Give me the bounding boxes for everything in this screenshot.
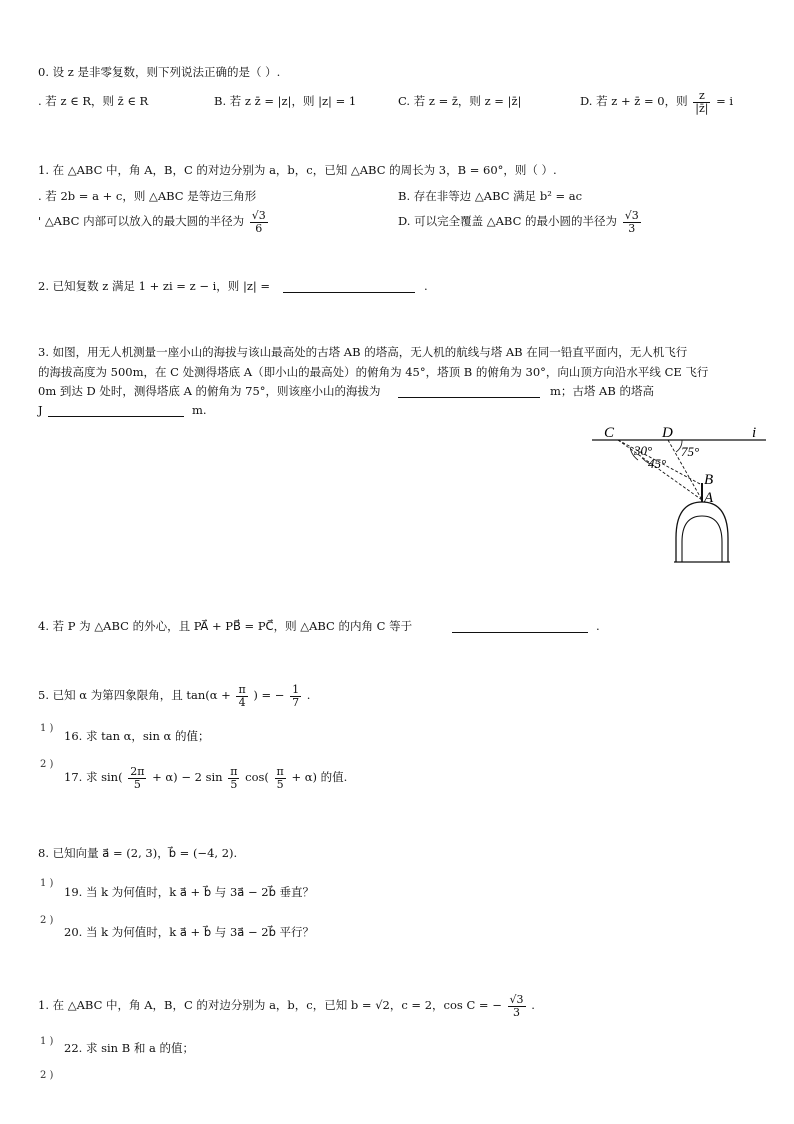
- fraction-denominator: 5: [133, 777, 141, 791]
- fraction-numerator: √3: [251, 208, 266, 222]
- q13-line-4-end: m.: [192, 403, 207, 417]
- fraction-denominator: 5: [230, 777, 238, 791]
- q13-line-3-pre: 0m 到达 D 处时，测得塔底 A 的俯角为 75°，则该座小山的海拔为: [38, 384, 381, 398]
- fraction-denominator: |z̄|: [695, 101, 709, 115]
- q15-stem: [38, 680, 310, 710]
- q18-stem: 8. 已知向量 a⃗ = (2, 3)，b⃗ = (−4, 2).: [38, 846, 238, 860]
- fraction-numerator: 1: [292, 682, 300, 696]
- q11-option-c: [38, 206, 270, 236]
- fraction-numerator: π: [276, 764, 284, 778]
- q10-option-c: C. 若 z = z̄，则 z = |z̄|: [398, 94, 522, 108]
- q21-stem-end: .: [531, 998, 535, 1012]
- label-angle-45: 45°: [648, 456, 667, 471]
- q14-end: .: [596, 619, 600, 633]
- fraction-numerator: z: [693, 90, 710, 103]
- q13-line-1: 3. 如图，用无人机测量一座小山的海拔与该山最高处的古塔 AB 的塔高，无人机的航线与塔 AB 在同一铅直平面内，无人机飞行: [38, 345, 688, 359]
- fraction-denominator: 7: [292, 695, 300, 709]
- q21-stem: [38, 990, 535, 1020]
- q21-stem-fraction: [508, 994, 526, 1019]
- q13-altitude-blank[interactable]: [398, 383, 540, 398]
- q13-line-2: 的海拔高度为 500m，在 C 处测得塔底 A（即小山的最高处）的俯角为 45°，塔顶 B 的俯角为 30°，向山顶方向沿水平线 CE 飞行: [38, 365, 709, 379]
- fraction-numerator: π: [230, 764, 238, 778]
- q11-stem: 1. 在 △ABC 中，角 A，B，C 的对边分别为 a，b，c，已知 △ABC 的周长为 3，B = 60°，则（ ）.: [38, 163, 557, 177]
- q15-part-1: 16. 求 tan α，sin α 的值；: [64, 729, 210, 743]
- q11-option-d: [398, 206, 643, 236]
- q18-part-1: 19. 当 k 为何值时，k a⃗ + b⃗ 与 3a⃗ − 2b⃗ 垂直？: [64, 885, 315, 899]
- label-b: B: [704, 472, 714, 488]
- label-c: C: [604, 425, 615, 441]
- q10-option-a: . 若 z ∈ R，则 z̄ ∈ R: [38, 94, 149, 108]
- drone-mountain-figure: [590, 420, 770, 570]
- q10-stem: 0. 设 z 是非零复数，则下列说法正确的是（ ）.: [38, 65, 281, 79]
- q15-stem-mid: ) = −: [253, 688, 285, 702]
- q12-answer-blank[interactable]: [283, 278, 415, 293]
- q14-answer-blank[interactable]: [452, 618, 588, 633]
- fraction-numerator: π: [238, 682, 246, 696]
- q10-option-b: B. 若 z z̄ = |z|，则 |z| = 1: [214, 94, 357, 108]
- q21-part-1-mark: 1 ): [40, 1036, 54, 1047]
- q10-option-d-pre: D. 若 z + z̄ = 0，则: [580, 94, 688, 108]
- q15-part-1-mark: 1 ): [40, 723, 54, 734]
- fraction-numerator: 2π: [130, 764, 145, 778]
- q18-part-2-mark: 2 ): [40, 915, 54, 926]
- q15-stem-end: .: [306, 688, 311, 702]
- fraction-denominator: 3: [513, 1005, 521, 1019]
- q21-part-1: 22. 求 sin B 和 a 的值；: [64, 1041, 195, 1055]
- q15-part-2-mid-1: + α) − 2 sin: [152, 770, 223, 784]
- q15-part-2-fraction-2: [228, 766, 239, 791]
- q15-part-2-mark: 2 ): [40, 759, 54, 770]
- label-e: i: [752, 425, 757, 441]
- q18-part-2: 20. 当 k 为何值时，k a⃗ + b⃗ 与 3a⃗ − 2b⃗ 平行？: [64, 925, 315, 939]
- fraction-denominator: 6: [255, 221, 263, 235]
- q11-option-a: . 若 2b = a + c，则 △ABC 是等边三角形: [38, 189, 257, 203]
- q21-stem-pre: 1. 在 △ABC 中，角 A，B，C 的对边分别为 a，b，c，已知 b = √2，c = 2，cos C = −: [38, 998, 502, 1012]
- q15-part-2-fraction-1: [128, 766, 146, 791]
- q13-line-4-pre: J: [38, 403, 43, 417]
- q15-part-2-mid-2: cos(: [245, 770, 269, 784]
- mountain-outer: [676, 502, 728, 562]
- q21-part-2-mark: 2 ): [40, 1070, 54, 1081]
- q11-option-d-fraction: [623, 210, 641, 235]
- q15-stem-fraction-1: [236, 684, 247, 709]
- fraction-denominator: 5: [276, 777, 284, 791]
- q14-stem: 4. 若 P 为 △ABC 的外心，且 PA⃗ + PB⃗ = PC⃗，则 △ABC 的内角 C 等于: [38, 619, 413, 633]
- q18-part-1-mark: 1 ): [40, 878, 54, 889]
- q11-option-c-pre: ' △ABC 内部可以放入的最大圆的半径为: [38, 214, 245, 228]
- fraction-numerator: √3: [624, 208, 639, 222]
- mountain-inner: [682, 516, 722, 562]
- q11-option-d-pre: D. 可以完全覆盖 △ABC 的最小圆的半径为: [398, 214, 618, 228]
- q12-end: .: [424, 279, 428, 293]
- q15-part-2-pre: 17. 求 sin(: [64, 770, 123, 784]
- label-a: A: [704, 490, 714, 506]
- q11-option-b: B. 存在非等边 △ABC 满足 b² = ac: [398, 189, 583, 203]
- fraction-numerator: √3: [509, 992, 524, 1006]
- label-angle-75: 75°: [681, 444, 700, 459]
- q15-part-2: [64, 762, 347, 792]
- q15-part-2-end: + α) 的值.: [291, 770, 348, 784]
- q10-option-d-post: = i: [716, 94, 734, 108]
- q15-stem-pre: 5. 已知 α 为第四象限角，且 tan(α +: [38, 688, 231, 702]
- q13-line-3-mid: m；古塔 AB 的塔高: [550, 384, 654, 398]
- q15-stem-fraction-2: [290, 684, 301, 709]
- q12-stem: 2. 已知复数 z 满足 1 + zi = z − i，则 |z| =: [38, 279, 271, 293]
- fraction-denominator: 4: [238, 695, 246, 709]
- q13-tower-height-blank[interactable]: [48, 402, 184, 417]
- q10-option-d-fraction: [693, 90, 710, 115]
- q11-option-c-fraction: [250, 210, 268, 235]
- fraction-denominator: 3: [628, 221, 636, 235]
- label-angle-30: 30°: [634, 443, 653, 458]
- label-d: D: [662, 425, 673, 441]
- q15-part-2-fraction-3: [275, 766, 286, 791]
- q10-option-d: [580, 86, 733, 116]
